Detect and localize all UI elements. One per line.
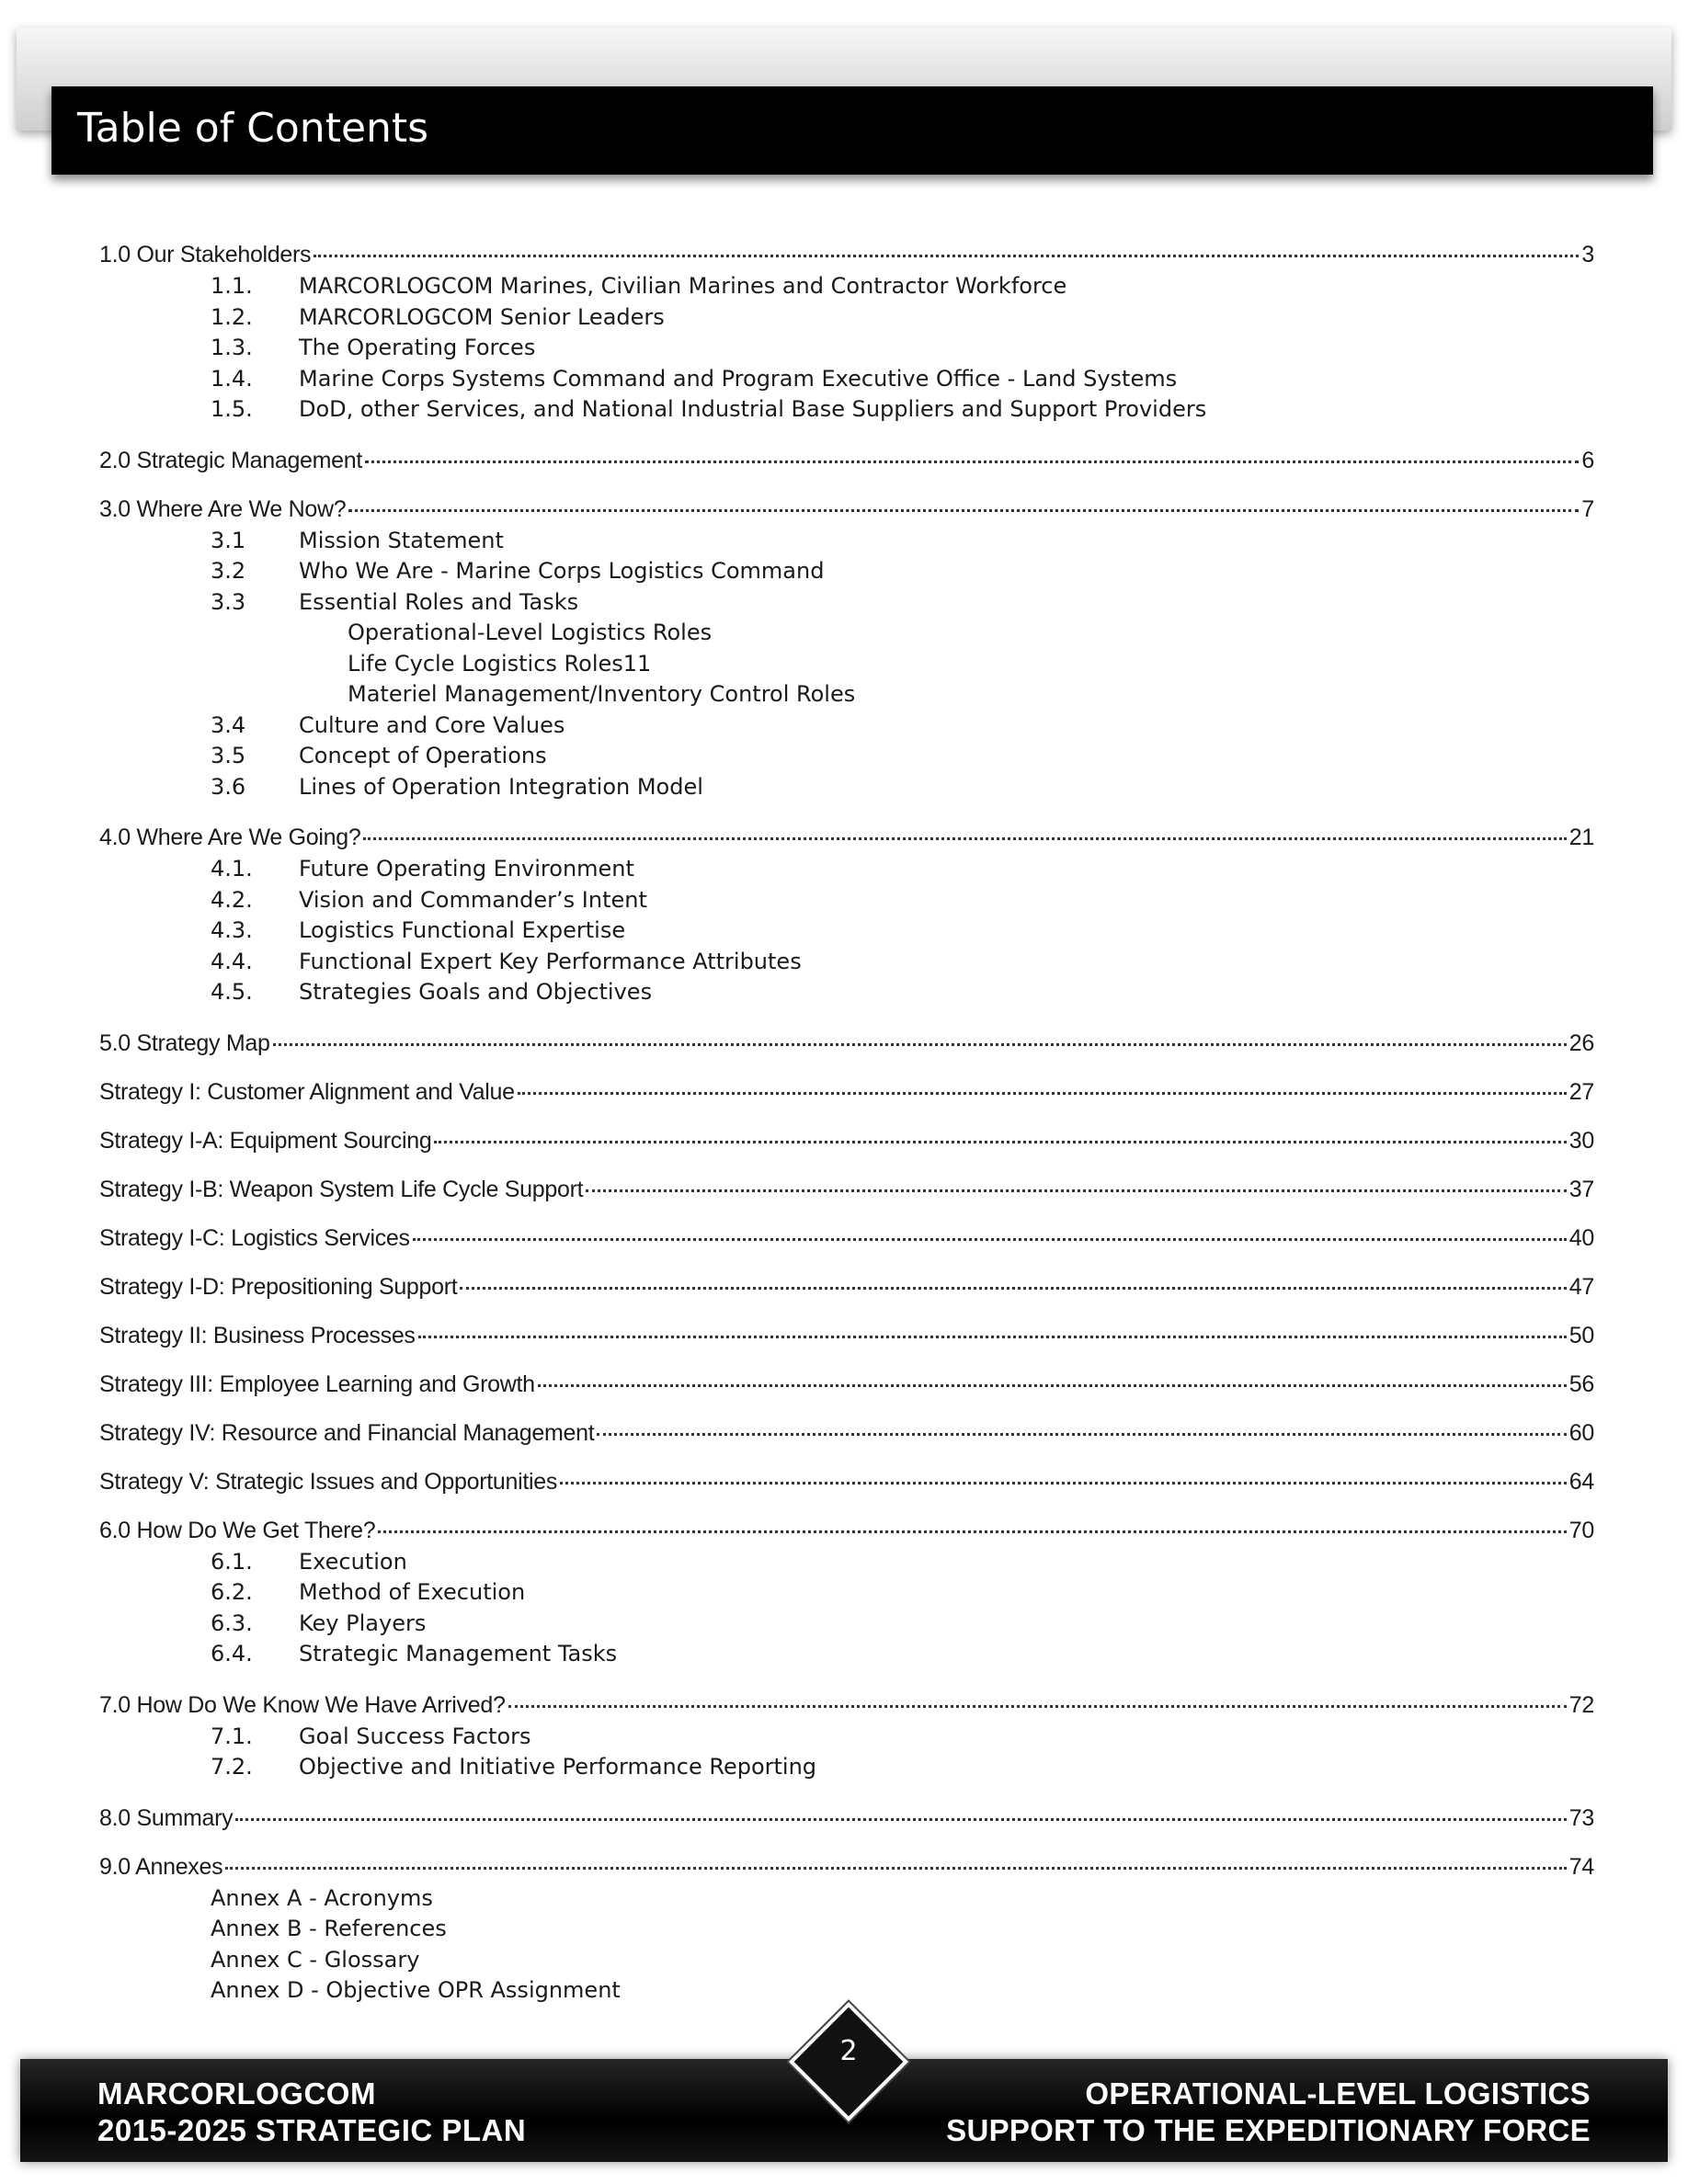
toc-annex-item[interactable]: Annex B - References [211,1916,447,1941]
subentry-text: Essential Roles and Tasks [299,588,579,615]
subentry-text: Logistics Functional Expertise [299,917,626,943]
toc-entry-strategy-map[interactable] [99,1029,1594,1057]
toc-entry-label: 1.0 Our Stakeholders [99,242,312,267]
dot-leader [597,1433,1566,1436]
dot-leader [363,837,1566,840]
footer-tagline-line2: SUPPORT TO THE EXPEDITIONARY FORCE [946,2113,1591,2147]
toc-entry-page: 6 [1581,447,1594,473]
subentry-text: Future Operating Environment [299,856,634,882]
dot-leader [314,255,1579,257]
dot-leader [586,1189,1567,1192]
footer-plan-name: 2015-2025 STRATEGIC PLAN [97,2113,527,2147]
subentry-number: 3.5 [211,743,246,768]
dot-leader [378,1530,1566,1533]
subentry-text: MARCORLOGCOM Marines, Civilian Marines and Contractor Workforce [299,273,1067,299]
toc-subsection-list [99,854,1594,1008]
toc-subentry[interactable] [99,587,1594,619]
subentry-text: Vision and Commander’s Intent [299,886,647,913]
subentry-text: Method of Execution [299,1579,526,1605]
table-of-contents [99,241,1594,2007]
toc-subsubentry[interactable]: Life Cycle Logistics Roles11 [348,650,652,677]
toc-entry-where-are-we-now[interactable] [99,495,1594,523]
toc-entry-label: Strategy I-C: Logistics Services [99,1224,410,1251]
subentry-text: Lines of Operation Integration Model [299,773,703,800]
dot-leader [348,509,1579,512]
dot-leader [273,1043,1567,1046]
toc-entry-page: 70 [1568,1517,1594,1543]
toc-subentry[interactable] [99,947,1594,978]
toc-subentry[interactable] [99,333,1594,364]
toc-entry-page: 40 [1568,1224,1594,1251]
subentry-number: 1.2. [211,303,253,330]
toc-entry-label: 3.0 Where Are We Now? [99,495,347,522]
toc-entry-label: 4.0 Where Are We Going? [99,825,361,850]
subentry-text: Key Players [299,1610,427,1636]
toc-entry-label: Strategy III: Employee Learning and Growth [99,1371,535,1397]
toc-entry-label: Strategy I-D: Prepositioning Support [99,1273,458,1300]
toc-subentry[interactable] [99,556,1594,587]
toc-subentry[interactable] [99,271,1594,302]
toc-entry-page: 73 [1568,1804,1594,1831]
toc-subentry[interactable] [99,977,1594,1008]
dot-leader [413,1238,1567,1241]
toc-entry-strategy-i-d[interactable] [99,1273,1594,1301]
subentry-text: Who We Are - Marine Corps Logistics Command [299,558,825,584]
toc-entry-stakeholders[interactable] [99,241,1594,268]
dot-leader [538,1384,1567,1387]
subentry-number: 6.1. [211,1548,253,1575]
toc-entry-page: 47 [1568,1273,1594,1300]
dot-leader [518,1092,1567,1095]
toc-annex-item[interactable]: Annex C - Glossary [211,1946,420,1973]
toc-entry-strategy-i[interactable] [99,1078,1594,1106]
footer-right-title [946,2076,1591,2149]
toc-subentry[interactable] [99,1577,1594,1609]
toc-subentry[interactable] [99,711,1594,742]
page-title: Table of Contents [77,105,429,152]
page-number: 2 [839,2035,858,2067]
subentry-number: 1.5. [211,396,253,422]
toc-entry-page: 7 [1581,495,1594,522]
dot-leader [434,1141,1566,1143]
subentry-text: Execution [299,1548,407,1575]
dot-leader [365,461,1579,463]
subentry-number: 1.3. [211,335,253,360]
subentry-text: Strategies Goals and Objectives [299,979,653,1005]
subentry-text: Functional Expert Key Performance Attributes [299,948,802,974]
toc-subsubentry[interactable]: Materiel Management/Inventory Control Roles [348,681,856,707]
toc-entry-label: 2.0 Strategic Management [99,447,363,473]
toc-subsection-list [99,271,1594,426]
toc-entry-label: 6.0 How Do We Get There? [99,1517,376,1543]
toc-subentry[interactable] [99,394,1594,426]
subentry-text: Strategic Management Tasks [299,1641,618,1666]
toc-subentry[interactable] [99,1547,1594,1578]
subentry-number: 1.1. [211,273,253,299]
subentry-text: Mission Statement [299,527,504,553]
toc-subentry[interactable] [99,302,1594,334]
dot-leader [418,1336,1567,1338]
toc-subsection-list [99,1722,1594,1783]
toc-entry-label: Strategy I-B: Weapon System Life Cycle Support [99,1176,584,1202]
toc-entry-label: Strategy II: Business Processes [99,1322,416,1348]
toc-entry-strategy-i-c[interactable] [99,1224,1594,1252]
toc-subentry[interactable] [99,1722,1594,1753]
toc-entry-label: Strategy I: Customer Alignment and Value [99,1078,515,1105]
dot-leader [460,1287,1566,1290]
toc-entry-page: 56 [1568,1371,1594,1397]
toc-subsection-list [99,1547,1594,1670]
footer-org-name: MARCORLOGCOM [97,2076,376,2110]
subentry-text: Concept of Operations [299,743,547,768]
toc-entry-page: 64 [1568,1468,1594,1495]
toc-subentry[interactable] [99,1609,1594,1640]
toc-entry-label: 9.0 Annexes [99,1853,223,1880]
footer-left-title [97,2076,526,2149]
toc-entry-page: 60 [1568,1419,1594,1446]
dot-leader [235,1818,1566,1821]
toc-subentry[interactable] [99,364,1594,395]
dot-leader [225,1867,1566,1870]
toc-subentry[interactable] [99,526,1594,557]
subentry-text: DoD, other Services, and National Industrial Base Suppliers and Support Providers [299,396,1207,422]
toc-entry-page: 72 [1568,1691,1594,1718]
toc-entry-page: 50 [1568,1322,1594,1348]
dot-leader [508,1705,1567,1708]
toc-annex-list [99,1883,1594,2007]
toc-entry-strategic-management[interactable] [99,447,1594,474]
subentry-number: 3.4 [211,711,246,738]
toc-entry-label: 8.0 Summary [99,1804,234,1831]
subentry-text: Goal Success Factors [299,1723,531,1749]
subentry-number: 3.3 [211,588,246,615]
toc-subentry[interactable] [99,916,1594,947]
toc-subsubentry[interactable]: Operational-Level Logistics Roles [348,620,713,645]
toc-entry-page: 37 [1568,1176,1594,1202]
toc-entry-label: 5.0 Strategy Map [99,1029,270,1056]
subentry-number: 3.6 [211,773,246,800]
toc-entry-page: 74 [1568,1853,1594,1880]
toc-entry-label: Strategy I-A: Equipment Sourcing [99,1127,432,1154]
toc-entry-how-do-we-get-there[interactable] [99,1517,1594,1544]
subentry-number: 6.3. [211,1610,253,1636]
toc-entry-label: Strategy V: Strategic Issues and Opportunities [99,1468,558,1495]
subentry-text: Culture and Core Values [299,711,565,738]
toc-annex-item[interactable]: Annex A - Acronyms [211,1884,433,1911]
toc-subentry[interactable] [99,772,1594,803]
toc-entry-strategy-v[interactable] [99,1468,1594,1496]
toc-entry-label: Strategy IV: Resource and Financial Management [99,1419,595,1446]
toc-entry-page: 30 [1568,1127,1594,1154]
subentry-text: Marine Corps Systems Command and Program Executive Office - Land Systems [299,365,1178,392]
toc-entry-strategy-ii[interactable] [99,1322,1594,1349]
toc-entry-strategy-iv[interactable] [99,1419,1594,1447]
subentry-number: 1.4. [211,365,253,392]
subentry-number: 3.2 [211,558,246,584]
subentry-number: 4.5. [211,979,253,1005]
toc-subentry[interactable] [99,1752,1594,1783]
dot-leader [560,1482,1567,1484]
toc-entry-page: 27 [1568,1078,1594,1105]
toc-subentry[interactable] [99,741,1594,772]
toc-entry-annexes[interactable] [99,1853,1594,1881]
toc-entry-strategy-i-a[interactable] [99,1127,1594,1155]
toc-subsection-list [99,526,1594,803]
subentry-text: Objective and Initiative Performance Reporting [299,1754,817,1780]
subentry-number: 7.1. [211,1723,253,1749]
toc-entry-label: 7.0 How Do We Know We Have Arrived? [99,1691,506,1718]
toc-entry-how-do-we-know[interactable] [99,1691,1594,1719]
subentry-text: MARCORLOGCOM Senior Leaders [299,303,665,330]
toc-entry-strategy-iii[interactable] [99,1371,1594,1398]
toc-annex-item[interactable]: Annex D - Objective OPR Assignment [211,1977,621,2003]
subentry-text: The Operating Forces [299,335,536,360]
toc-subentry[interactable] [99,885,1594,916]
toc-entry-page: 3 [1581,242,1594,267]
subentry-number: 4.4. [211,948,253,974]
footer-tagline-line1: OPERATIONAL-LEVEL LOGISTICS [1085,2076,1591,2110]
subentry-number: 7.2. [211,1754,253,1780]
subentry-number: 3.1 [211,527,246,553]
subentry-number: 6.2. [211,1579,253,1605]
toc-entry-summary[interactable] [99,1804,1594,1832]
subentry-number: 4.2. [211,886,253,913]
subentry-number: 4.3. [211,917,253,943]
toc-entry-page: 26 [1568,1029,1594,1056]
toc-entry-strategy-i-b[interactable] [99,1176,1594,1203]
toc-subentry[interactable] [99,854,1594,885]
toc-entry-where-are-we-going[interactable] [99,824,1594,851]
toc-subentry[interactable] [99,1639,1594,1670]
header-bar [51,86,1653,175]
toc-entry-page: 21 [1568,825,1594,850]
subentry-number: 4.1. [211,856,253,882]
subentry-number: 6.4. [211,1641,253,1666]
